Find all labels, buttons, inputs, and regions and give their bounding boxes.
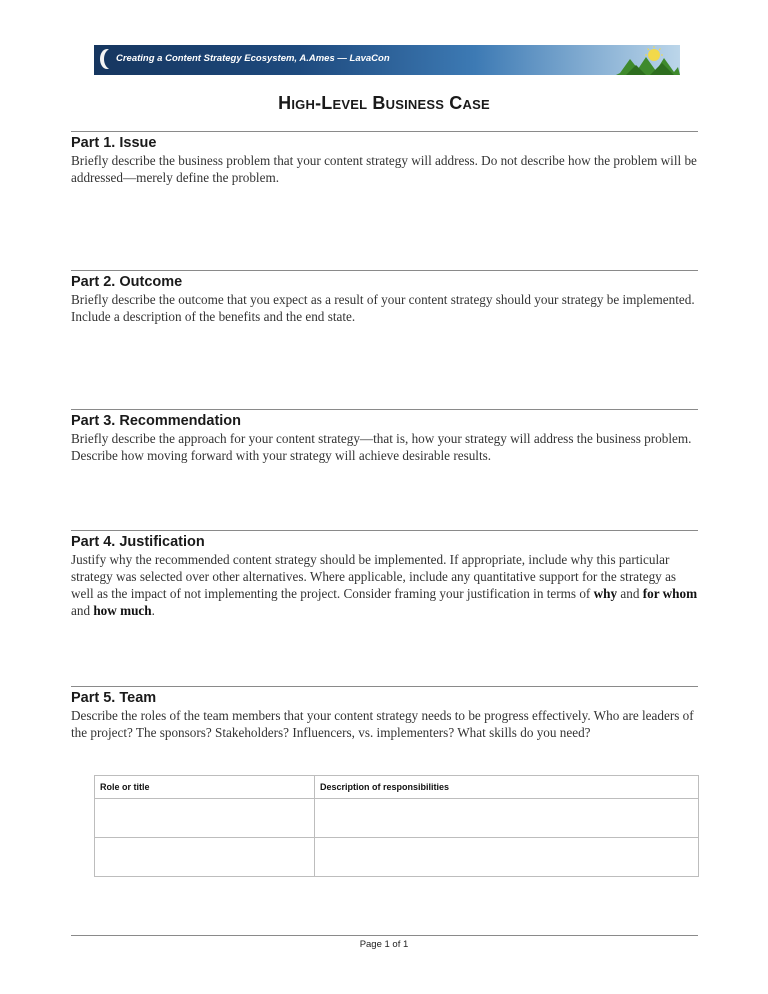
section-description: Briefly describe the approach for your content strategy—that is, how your strategy will address the business problem. Describe how moving forward with your strategy will achieve desirable results.	[71, 431, 692, 463]
table-row	[95, 799, 699, 838]
section-issue	[71, 131, 698, 186]
table-header-row	[95, 776, 699, 799]
table-cell-role[interactable]	[95, 838, 315, 877]
section-heading: Part 4. Justification	[71, 534, 205, 550]
section-divider	[71, 131, 698, 132]
description-joiner: and	[617, 586, 643, 601]
header-banner	[94, 45, 680, 75]
emphasis-for-whom: for whom	[642, 586, 698, 601]
emphasis-how-much: how much	[93, 603, 152, 618]
banner-text: Creating a Content Strategy Ecosystem, A.Ames — LavaCon	[116, 53, 390, 64]
section-divider	[71, 409, 698, 410]
page-number: Page 1 of 1	[359, 939, 409, 950]
page-title: High-Level Business Case	[278, 93, 490, 113]
section-recommendation	[71, 409, 698, 464]
section-divider	[71, 270, 698, 271]
table-cell-description[interactable]	[315, 799, 699, 838]
mountain-sun-logo-icon	[616, 45, 680, 75]
section-team	[71, 686, 698, 741]
team-table	[94, 775, 699, 877]
table-cell-description[interactable]	[315, 838, 699, 877]
emphasis-why: why	[593, 586, 618, 601]
section-heading: Part 5. Team	[71, 690, 157, 706]
section-description: Briefly describe the outcome that you expect as a result of your content strategy should your strategy be implemented. Include a description of the benefits and the end state.	[71, 292, 695, 324]
section-outcome	[71, 270, 698, 325]
section-heading: Part 3. Recommendation	[71, 413, 242, 429]
table-cell-role[interactable]	[95, 799, 315, 838]
description-joiner: and	[71, 603, 94, 618]
section-divider	[71, 530, 698, 531]
section-heading: Part 2. Outcome	[71, 274, 183, 290]
section-heading: Part 1. Issue	[71, 135, 157, 151]
footer-divider	[71, 935, 698, 936]
section-divider	[71, 686, 698, 687]
section-justification	[71, 530, 698, 619]
column-header-role: Role or title	[95, 776, 315, 799]
description-text: Justify why the recommended content strategy should be implemented. If appropriate, include why this particular strategy was selected over other alternatives. Where applicable, include any quantitative support for the strategy as well as the impact of not implementing the project. Consider framing your justification in terms of	[71, 552, 677, 601]
table-row	[95, 838, 699, 877]
column-header-description: Description of responsibilities	[315, 776, 699, 799]
section-description	[71, 551, 698, 619]
description-end: .	[151, 603, 155, 618]
section-description: Briefly describe the business problem that your content strategy will address. Do not describe how the problem will be addressed—merely define the problem.	[71, 153, 697, 185]
section-description: Describe the roles of the team members that your content strategy needs to be progress effectively. Who are leaders of the project? The sponsors? Stakeholders? Influencers, vs. implementers? What skills do you need?	[71, 708, 694, 740]
